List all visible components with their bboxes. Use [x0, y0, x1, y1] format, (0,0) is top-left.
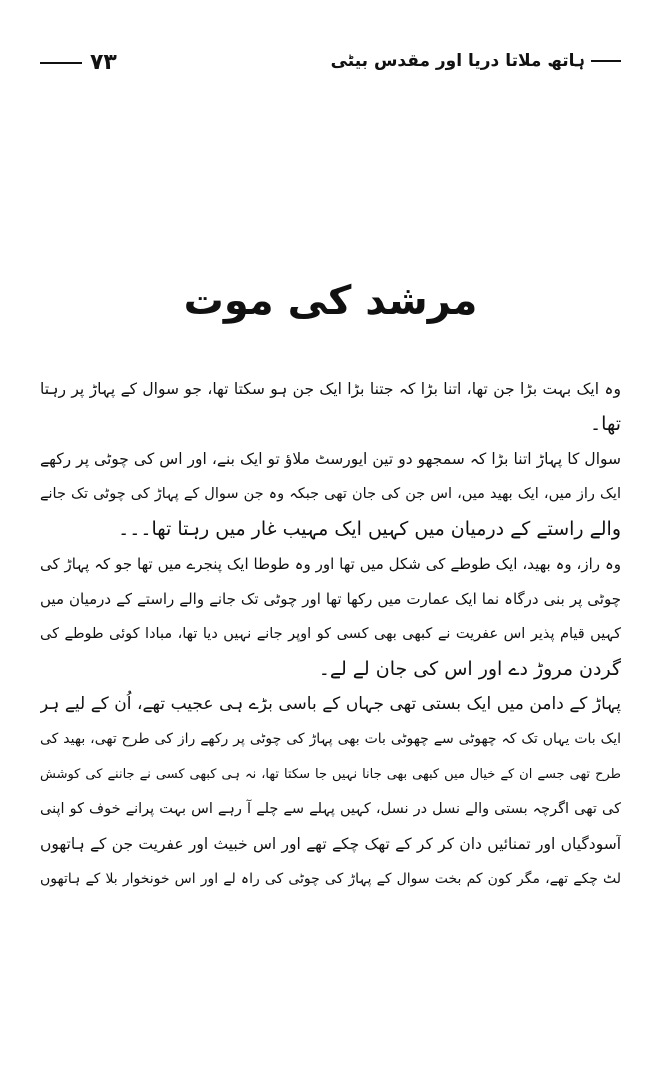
text-line: کی تھی اگرچہ بستی والے نسل در نسل، کہیں پہلے سے چلے آ رہے اس بہت پرانے خوف کو اپنی — [40, 801, 621, 817]
text-line: وہ ایک بہت بڑا جن تھا، اتنا بڑا کہ جتنا بڑا ایک جن ہو سکتا تھا، جو سوال کے پہاڑ پر رہتا — [40, 380, 621, 398]
page-header — [0, 50, 661, 90]
text-line: سوال کا پہاڑ اتنا بڑا کہ سمجھو دو تین ایورسٹ ملاؤ تو ایک بنے، اور اس کی چوٹی پر رکھے — [40, 450, 621, 468]
text-line: چوٹی پر بنی درگاہ نما ایک عمارت میں رکھا تھا اور چوٹی تک جانے والے راستے کے درمیان میں — [40, 590, 621, 608]
text-line: گردن مروڑ دے اور اس کی جان لے لے۔ — [318, 658, 621, 680]
text-line: ایک راز میں، ایک بھید میں، اس جن کی جان تھی جبکہ وہ جن سوال کے پہاڑ کی چوٹی تک جانے — [40, 486, 621, 502]
text-line: وہ راز، وہ بھید، ایک طوطے کی شکل میں تھا اور وہ طوطا ایک پنجرے میں تھا جو کہ پہاڑ کی — [40, 555, 621, 573]
chapter-title: مرشد کی موت — [183, 278, 478, 324]
text-line: طرح تھی جسے ان کے خیال میں کبھی بھی جانا نہیں جا سکتا تھا، نہ ہی کبھی کسی نے جاننے کی کوشش — [40, 767, 621, 782]
text-line: پہاڑ کے دامن میں ایک بستی تھی جہاں کے باسی بڑے ہی عجیب تھے، اُن کے لیے ہر — [40, 694, 621, 714]
running-title-block — [331, 50, 621, 71]
text-line: لٹ چکے تھے، مگر کون کم بخت سوال کے پہاڑ کی چوٹی کی راہ لے اور اس خونخوار بلا کے ہاتھوں — [40, 871, 621, 887]
text-line: آسودگیاں اور تمنائیں دان کر کر کے تھک چکے تھے اور اس خبیث اور عفریت جن کے ہاتھوں — [40, 835, 621, 853]
header-rule-right — [591, 60, 621, 62]
text-line: والے راستے کے درمیان میں کہیں ایک مہیب غار میں رہتا تھا۔۔۔ — [118, 518, 621, 540]
body-text — [40, 372, 621, 897]
page-number: ۷۳ — [90, 50, 117, 75]
text-line: کہیں قیام پذیر اس عفریت نے کبھی بھی کسی کو اوپر جانے نہیں دیا تھا، مبادا کوئی طوطے کی — [40, 626, 621, 642]
text-line: ایک بات یہاں تک کہ چھوٹی سے چھوٹی بات بھی پہاڑ کی چوٹی پر رکھے راز کی طرح تھی، بھید کی — [40, 731, 621, 747]
page-number-block — [40, 50, 117, 75]
header-rule-left — [40, 62, 82, 64]
running-title: ہاتھ ملاتا دریا اور مقدس بیٹی — [330, 51, 585, 71]
text-line: تھا۔ — [590, 413, 621, 435]
